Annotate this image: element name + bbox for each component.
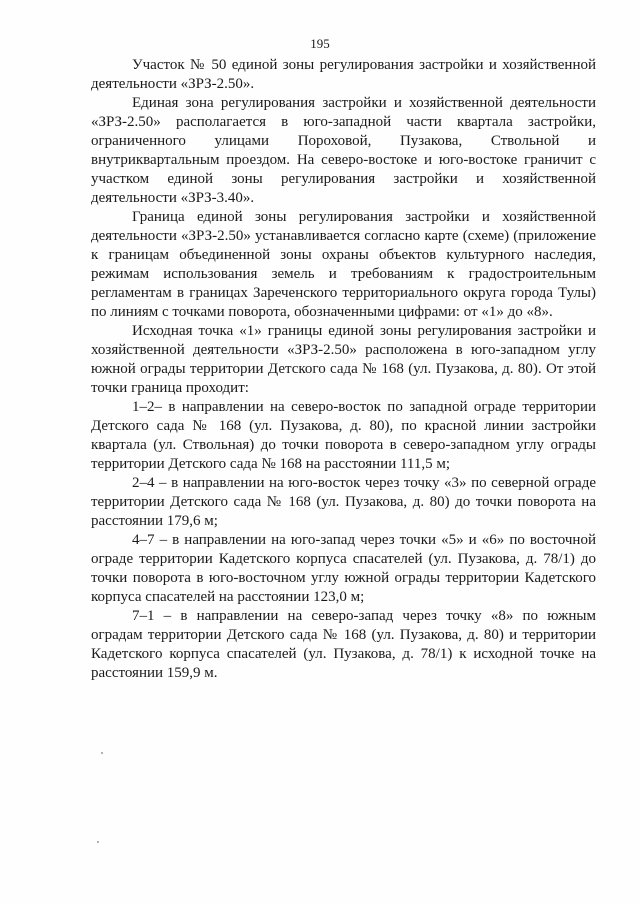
- scan-speck: [97, 841, 99, 843]
- paragraph-section-title: Участок № 50 единой зоны регулирования застройки и хозяйственной деятельности «ЗРЗ-2.50».: [91, 57, 596, 92]
- page-number: 195: [310, 36, 330, 51]
- paragraph-segment-1-2: 1–2– в направлении на северо-восток по западной ограде территории Детского сада № 168 (ул. Пузакова, д. 80), по красной линии застройки квартала (ул. Ствольная) до точки поворота в северо-западном углу ограды территории Детского сада № 168 на расстоянии 111,5 м;: [91, 399, 596, 472]
- paragraph-boundary-definition: Граница единой зоны регулирования застройки и хозяйственной деятельности «ЗРЗ-2.50» устанавливается согласно карте (схеме) (приложение к границам объединенной зоны охраны объектов культурного наследия, режимам использования земель и требованиям к градостроительным регламентам в границах Зареченского территориального округа города Тулы) по линиям с точками поворота, обозначенными цифрами: от «1» до «8».: [91, 209, 596, 320]
- paragraph-segment-4-7: 4–7 – в направлении на юго-запад через точки «5» и «6» по восточной ограде территории Кадетского корпуса спасателей (ул. Пузакова, д. 78/1) до точки поворота в юго-восточном углу южной ограды территории Кадетского корпуса спасателей на расстоянии 123,0 м;: [91, 532, 596, 605]
- scan-speck: [101, 752, 103, 754]
- paragraph-zone-location: Единая зона регулирования застройки и хозяйственной деятельности «ЗРЗ-2.50» располагается в юго-западной части квартала застройки, ограниченного улицами Пороховой, Пузакова, Ствольной и внутриквартальным проездом. На северо-востоке и юго-востоке граничит с участком единой зоны регулирования застройки и хозяйственной деятельности «ЗРЗ-3.40».: [91, 95, 596, 206]
- document-body: [91, 56, 596, 683]
- paragraph-segment-7-1: 7–1 – в направлении на северо-запад через точку «8» по южным оградам территории Детского сада № 168 (ул. Пузакова, д. 80) и территории Кадетского корпуса спасателей (ул. Пузакова, д. 78/1) к исходной точке на расстоянии 159,9 м.: [91, 608, 596, 681]
- paragraph-segment-2-4: 2–4 – в направлении на юго-восток через точку «3» по северной ограде территории Детского сада № 168 (ул. Пузакова, д. 80) до точки поворота на расстоянии 179,6 м;: [91, 475, 596, 529]
- paragraph-starting-point: Исходная точка «1» границы единой зоны регулирования застройки и хозяйственной деятельности «ЗРЗ-2.50» расположена в юго-западном углу южной ограды территории Детского сада № 168 (ул. Пузакова, д. 80). От этой точки граница проходит:: [91, 323, 596, 396]
